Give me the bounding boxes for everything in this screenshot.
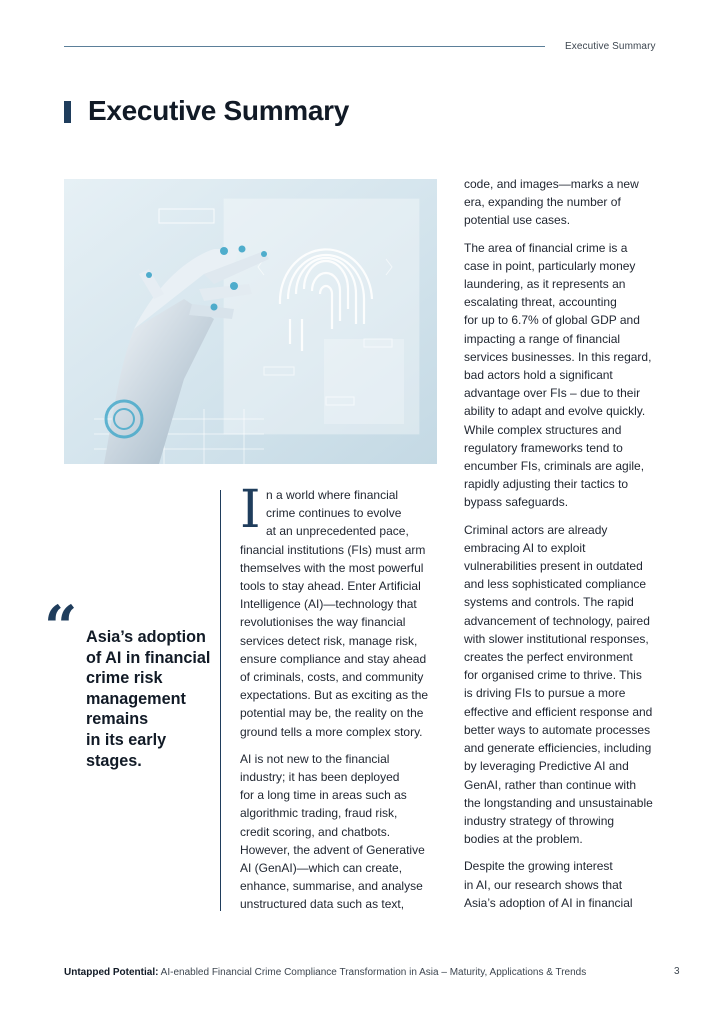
quote-mark-icon: “ <box>44 593 78 661</box>
body-text-line: potential may be, the reality on the <box>240 706 424 721</box>
body-text-line: creates the perfect environment <box>464 650 633 665</box>
body-text-line: better ways to automate processes <box>464 722 651 737</box>
body-text-line: for organised crime to thrive. This <box>464 668 642 683</box>
body-text-line: bodies at the problem. <box>464 832 583 847</box>
running-header: Executive Summary <box>565 41 656 52</box>
body-text-line: potential use cases. <box>464 213 571 228</box>
drop-cap: I <box>240 480 261 540</box>
body-text-line: for up to 6.7% of global GDP and <box>464 313 640 328</box>
paragraph-gap <box>240 741 438 750</box>
header-rule <box>64 46 545 47</box>
body-column-1 <box>240 480 438 914</box>
body-text-line: credit scoring, and chatbots. <box>240 824 391 839</box>
body-text-line: laundering, as it represents an <box>464 277 626 292</box>
body-text-line: advancement of technology, paired <box>464 613 650 628</box>
body-text-line: embracing AI to exploit <box>464 540 586 555</box>
body-text-line: industry; it has been deployed <box>240 770 400 785</box>
body-text-line: at an unprecedented pace, <box>266 524 409 539</box>
pull-quote-line: stages. <box>86 751 142 770</box>
body-text-line: Despite the growing interest <box>464 859 613 874</box>
body-text-line: expectations. But as exciting as the <box>240 688 429 703</box>
body-text-line: encumber FIs, criminals are agile, <box>464 459 645 474</box>
body-text-line: financial institutions (FIs) must arm <box>240 542 426 557</box>
body-text-line: tools to stay ahead. Enter Artificial <box>240 579 421 594</box>
body-text-line: systems and controls. The rapid <box>464 595 634 610</box>
body-text-line: unstructured data such as text, <box>240 897 405 912</box>
body-text-line: advantage over FIs – due to their <box>464 386 641 401</box>
body-text-line: Intelligence (AI)—technology that <box>240 597 417 612</box>
body-text-line: ability to adapt and evolve quickly. <box>464 404 646 419</box>
body-text-line: services businesses. In this regard, <box>464 349 652 364</box>
body-text-line: by leveraging Predictive AI and <box>464 759 629 774</box>
title-accent-bar <box>64 101 71 123</box>
footer-publication-name: Untapped Potential: <box>64 967 159 978</box>
body-text-line: regulatory frameworks tend to <box>464 440 623 455</box>
body-text-line: bad actors hold a significant <box>464 368 613 383</box>
page-title: Executive Summary <box>88 95 350 126</box>
body-text-line: escalating threat, accounting <box>464 295 617 310</box>
body-text-line: Asia’s adoption of AI in financial <box>464 895 633 910</box>
body-text-line: crime continues to evolve <box>266 506 402 521</box>
body-text-line: GenAI, rather than continue with <box>464 777 637 792</box>
body-text-line: and generate efficiencies, including <box>464 741 652 756</box>
body-text-line: ground tells a more complex story. <box>240 724 423 739</box>
body-text-line: vulnerabilities present in outdated <box>464 559 643 574</box>
body-text-line: AI (GenAI)—which can create, <box>240 861 403 876</box>
pull-quote-line: remains <box>86 710 149 729</box>
body-text-line: bypass safeguards. <box>464 495 569 510</box>
body-text-line: services detect risk, manage risk, <box>240 633 418 648</box>
body-text-line: algorithmic trading, fraud risk, <box>240 806 398 821</box>
body-text-line: is driving FIs to pursue a more <box>464 686 626 701</box>
body-text-line: with slower institutional responses, <box>464 631 649 646</box>
body-text-line: The area of financial crime is a <box>464 240 628 255</box>
body-text-line: themselves with the most powerful <box>240 560 424 575</box>
body-text-line: and less sophisticated compliance <box>464 577 647 592</box>
pull-quote-line: in its early <box>86 730 167 749</box>
body-text-line: revolutionises the way financial <box>240 615 406 630</box>
body-text-line: for a long time in areas such as <box>240 788 407 803</box>
body-text-line: rapidly adjusting their tactics to <box>464 477 629 492</box>
pull-quote-line: management <box>86 689 186 708</box>
pull-quote <box>86 627 218 771</box>
body-text-line: AI is not new to the financial <box>240 751 390 766</box>
page-number: 3 <box>674 966 680 977</box>
body-text-line: enhance, summarise, and analyse <box>240 879 423 894</box>
body-text-line: However, the advent of Generative <box>240 842 425 857</box>
pull-quote-line: crime risk <box>86 669 163 688</box>
body-text-line: ensure compliance and stay ahead <box>240 651 427 666</box>
body-text-line: While complex structures and <box>464 422 622 437</box>
body-text-line: impacting a range of financial <box>464 331 621 346</box>
body-text-line: code, and images—marks a new <box>464 177 639 191</box>
paragraph-gap <box>464 512 664 521</box>
pull-quote-line: Asia’s adoption <box>86 628 206 646</box>
pull-quote-line: of AI in financial <box>86 648 211 667</box>
body-text-line: the longstanding and unsustainable <box>464 795 653 810</box>
body-text-line: industry strategy of throwing <box>464 813 615 828</box>
footer <box>64 967 586 978</box>
body-text-line: effective and efficient response and <box>464 704 653 719</box>
paragraph-gap <box>464 848 664 857</box>
body-text-line: Criminal actors are already <box>464 522 608 537</box>
body-text-line: era, expanding the number of <box>464 195 621 210</box>
paragraph-gap <box>464 230 664 239</box>
footer-subtitle: AI-enabled Financial Crime Compliance Transformation in Asia – Maturity, Applications & Trends <box>158 967 587 978</box>
body-text-line: case in point, particularly money <box>464 258 636 273</box>
body-text-line: in AI, our research shows that <box>464 877 623 892</box>
column-divider <box>220 490 221 911</box>
body-column-2 <box>464 175 664 912</box>
body-text-line: n a world where financial <box>266 488 399 502</box>
body-text-line: of criminals, costs, and community <box>240 670 424 685</box>
robot-hand-fingerprint-image <box>64 179 437 464</box>
